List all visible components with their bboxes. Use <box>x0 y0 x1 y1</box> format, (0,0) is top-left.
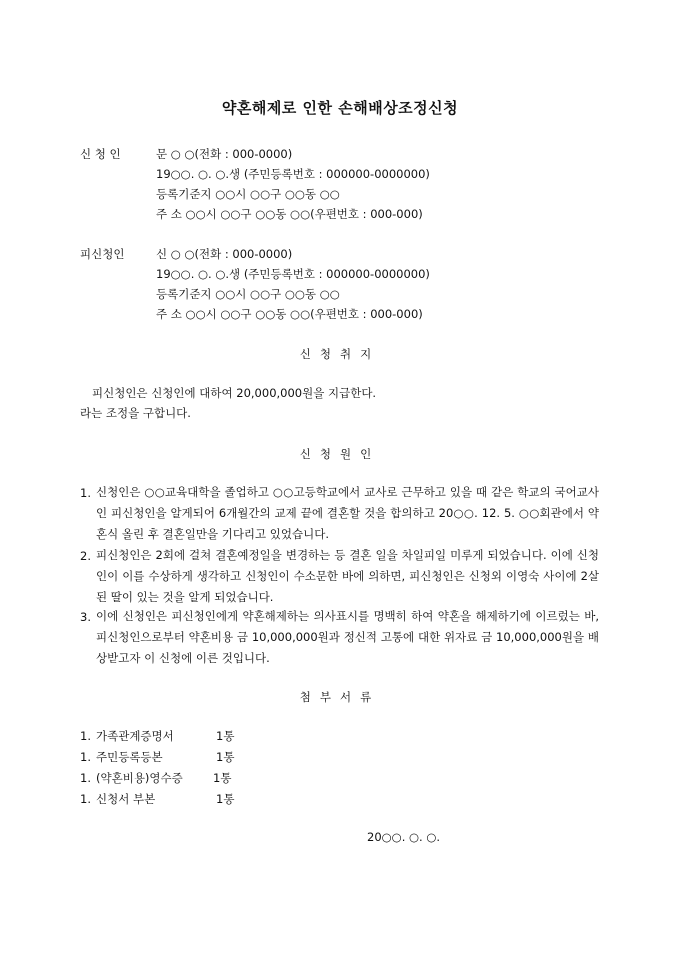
attachment-name: (약혼비용)영수증 <box>96 771 183 785</box>
attachment-qty: 1통 <box>216 729 235 743</box>
document-date: 20○○. ○. ○. <box>367 830 441 844</box>
cause-heading: 신청원인 <box>299 447 381 461</box>
applicant-birth-line: 19○○. ○. ○.생 (주민등록번호 : 000000-0000000) <box>156 167 430 181</box>
cause-item-number: 1. <box>80 486 91 500</box>
applicant-name-line: 문 ○ ○(전화 : 000-0000) <box>156 147 293 161</box>
attachment-number: 1. <box>80 750 91 764</box>
applicant-address-line: 주 소 ○○시 ○○구 ○○동 ○○(우편번호 : 000-000) <box>156 207 423 221</box>
cause-item-number: 2. <box>80 549 91 563</box>
respondent-name-line: 신 ○ ○(전화 : 000-0000) <box>156 247 293 261</box>
attachment-qty: 1통 <box>216 750 235 764</box>
respondent-registry-line: 등록기준지 ○○시 ○○구 ○○동 ○○ <box>156 287 340 301</box>
purpose-closing: 라는 조정을 구합니다. <box>80 406 191 420</box>
document-title: 약혼해제로 인한 손해배상조정신청 <box>221 99 459 117</box>
respondent-address-line: 주 소 ○○시 ○○구 ○○동 ○○(우편번호 : 000-000) <box>156 307 423 321</box>
cause-item-text: 피신청인은 2회에 걸쳐 결혼예정일을 변경하는 등 결혼 일을 차일피일 미루게 되었습니다. 이에 신청인이 이를 수상하게 생각하고 신청인이 수소문한 바에 의하면, 피신청인은 신청외 이영숙 사이에 2살 된 딸이 있는 것을 알게 되었습니다. <box>96 548 599 604</box>
purpose-text: 피신청인은 신청인에 대하여 20,000,000원을 지급한다. <box>92 386 377 400</box>
attachments-heading: 첨부서류 <box>299 690 381 704</box>
respondent-label: 피신청인 <box>80 247 125 261</box>
attachment-name: 주민등록등본 <box>96 750 163 764</box>
applicant-label: 신 청 인 <box>80 147 121 161</box>
attachment-number: 1. <box>80 729 91 743</box>
cause-item-text: 이에 신청인은 피신청인에게 약혼해제하는 의사표시를 명백히 하여 약혼을 해제하기에 이르렀는 바, 피신청인으로부터 약혼비용 금 10,000,000원과 정신적 고통에 대한 위자료 금 10,000,000원을 배상받고자 이 신청에 이른 것입니다. <box>96 609 599 665</box>
applicant-registry-line: 등록기준지 ○○시 ○○구 ○○동 ○○ <box>156 187 340 201</box>
cause-item-number: 3. <box>80 610 91 624</box>
attachment-number: 1. <box>80 792 91 806</box>
respondent-birth-line: 19○○. ○. ○.생 (주민등록번호 : 000000-0000000) <box>156 267 430 281</box>
attachment-name: 가족관계증명서 <box>96 729 174 743</box>
purpose-heading: 신청취지 <box>299 347 381 361</box>
attachment-name: 신청서 부본 <box>96 792 156 806</box>
attachment-qty: 1통 <box>213 771 232 785</box>
attachment-qty: 1통 <box>216 792 235 806</box>
attachment-number: 1. <box>80 771 91 785</box>
cause-item-text: 신청인은 ○○교육대학을 졸업하고 ○○고등학교에서 교사로 근무하고 있을 때 같은 학교의 국어교사인 피신청인을 알게되어 6개월간의 교제 끝에 결혼할 것을 합의하고 20○○. 12. 5. ○○회관에서 약혼식 올린 후 결혼일만을 기다리고 있었습니다. <box>96 485 599 541</box>
